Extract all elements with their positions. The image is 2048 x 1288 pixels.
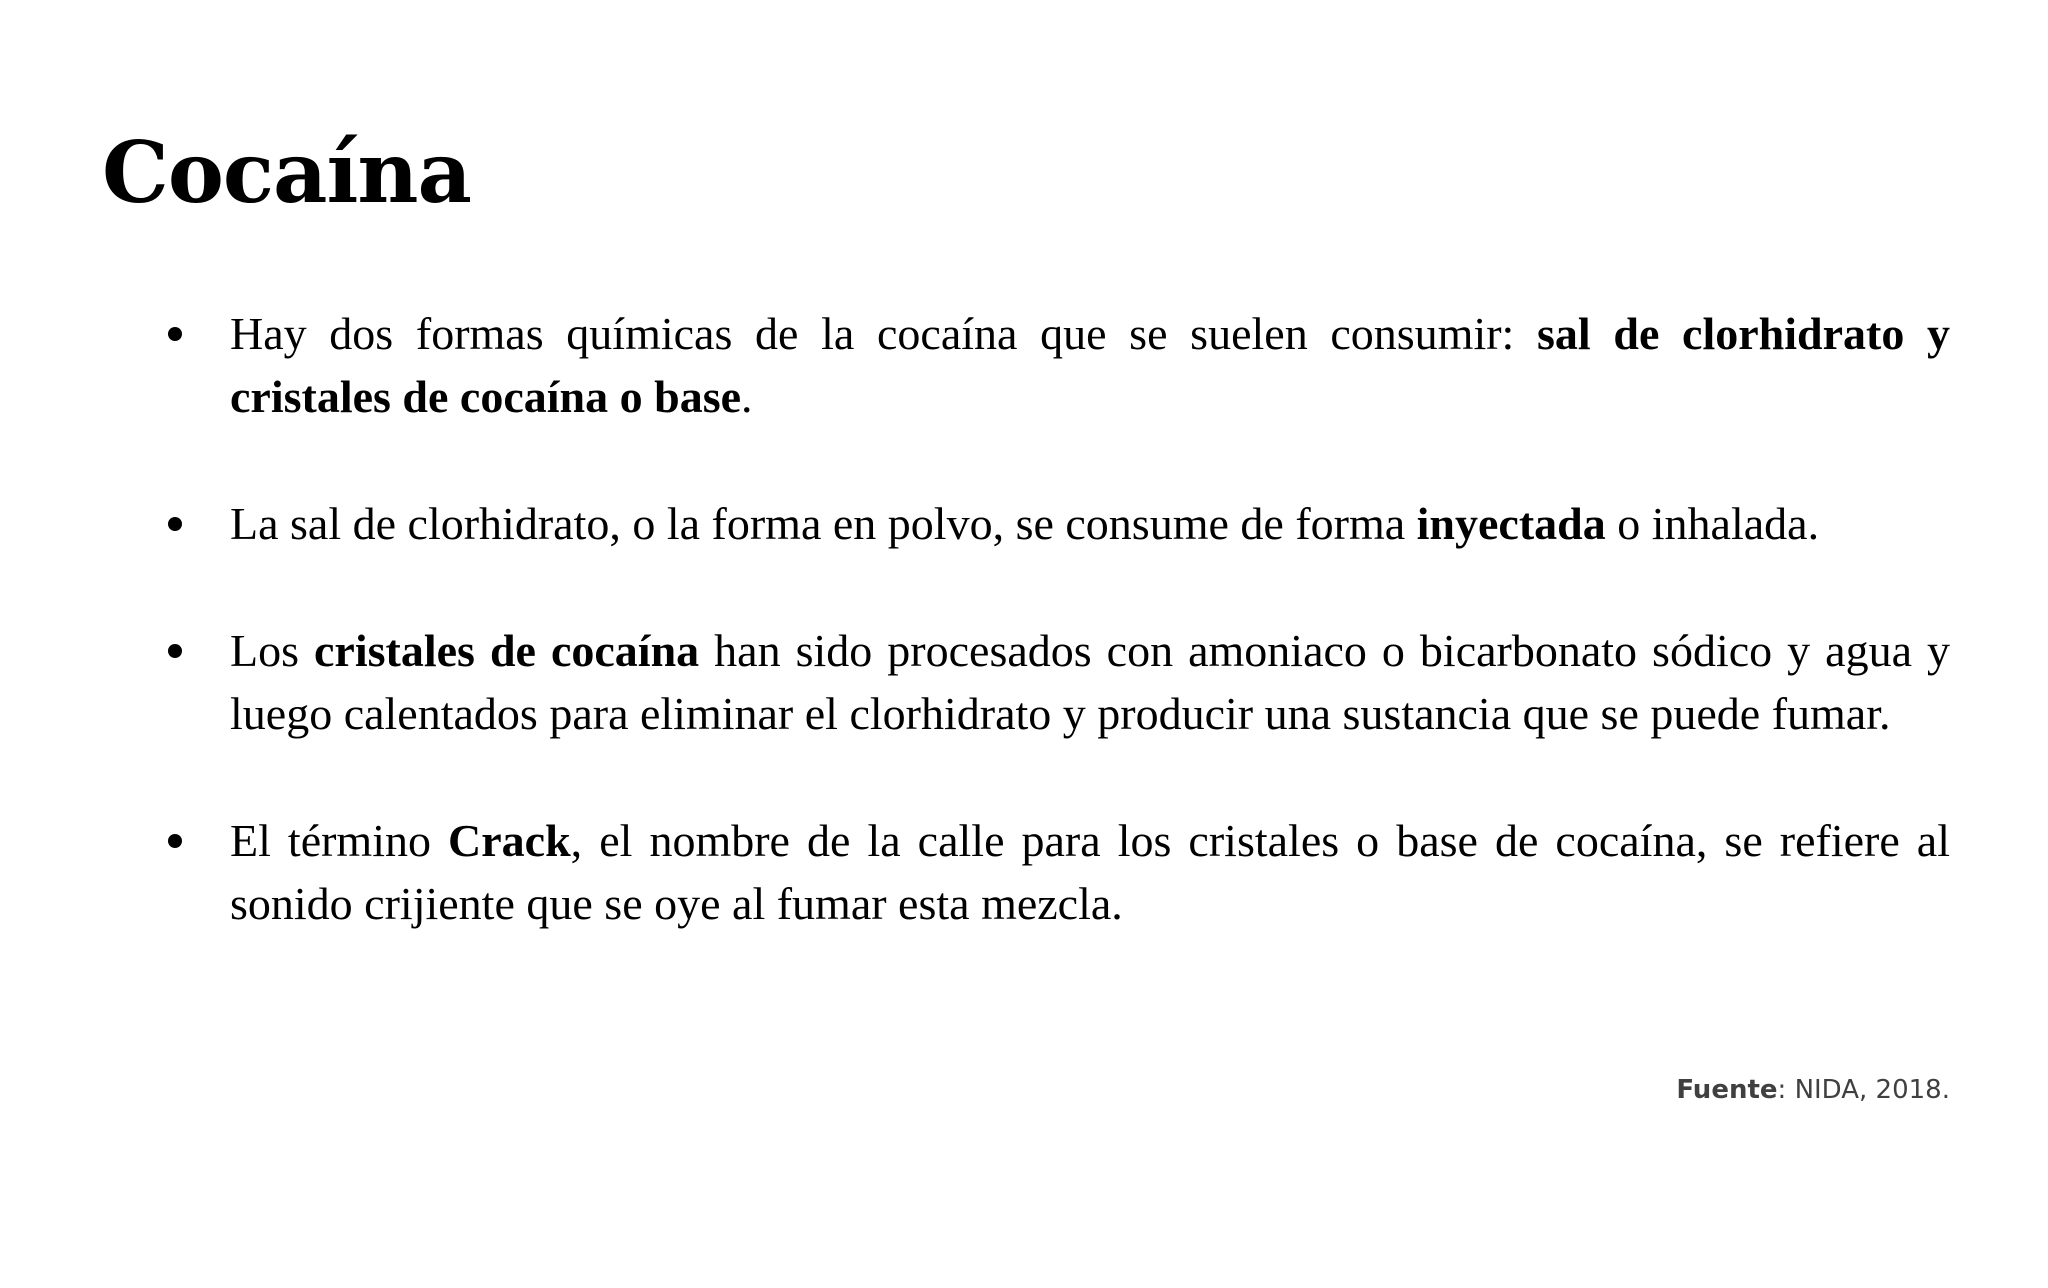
source-label: Fuente	[1676, 1075, 1778, 1105]
bullet-bold-text: inyectada	[1416, 498, 1606, 549]
source-separator: :	[1777, 1075, 1795, 1105]
source-citation	[1676, 1072, 1950, 1108]
bullet-item	[230, 619, 1950, 745]
bullet-dot-icon	[168, 834, 182, 848]
bullet-bold-text: cristales de cocaína	[314, 625, 700, 676]
bullet-dot-icon	[168, 644, 182, 658]
bullet-bold-text: sal de clorhidrato y cristales de cocaína o base	[230, 308, 1951, 422]
bullet-list	[230, 302, 1950, 999]
bullet-text: o inhalada.	[1605, 498, 1820, 549]
slide-title: Cocaína	[102, 123, 471, 222]
bullet-text: El término	[230, 815, 449, 866]
bullet-dot-icon	[168, 327, 182, 341]
bullet-text: han sido procesados con amoniaco o bicarbonato sódico y agua y luego calentados para eliminar el clorhidrato y producir una sustancia que se puede fumar.	[230, 625, 1951, 739]
bullet-text: Los	[230, 625, 315, 676]
bullet-text: La sal de clorhidrato, o la forma en polvo, se consume de forma	[230, 498, 1417, 549]
bullet-item	[230, 492, 1950, 555]
bullet-text: .	[741, 371, 753, 422]
bullet-dot-icon	[168, 517, 182, 531]
bullet-item	[230, 302, 1950, 428]
bullet-item	[230, 809, 1950, 935]
bullet-bold-text: Crack	[448, 815, 571, 866]
source-text: NIDA, 2018.	[1794, 1075, 1950, 1105]
bullet-text: Hay dos formas químicas de la cocaína que se suelen consumir:	[230, 308, 1538, 359]
bullet-text: , el nombre de la calle para los cristales o base de cocaína, se refiere al sonido crijiente que se oye al fumar esta mezcla.	[230, 815, 1950, 929]
